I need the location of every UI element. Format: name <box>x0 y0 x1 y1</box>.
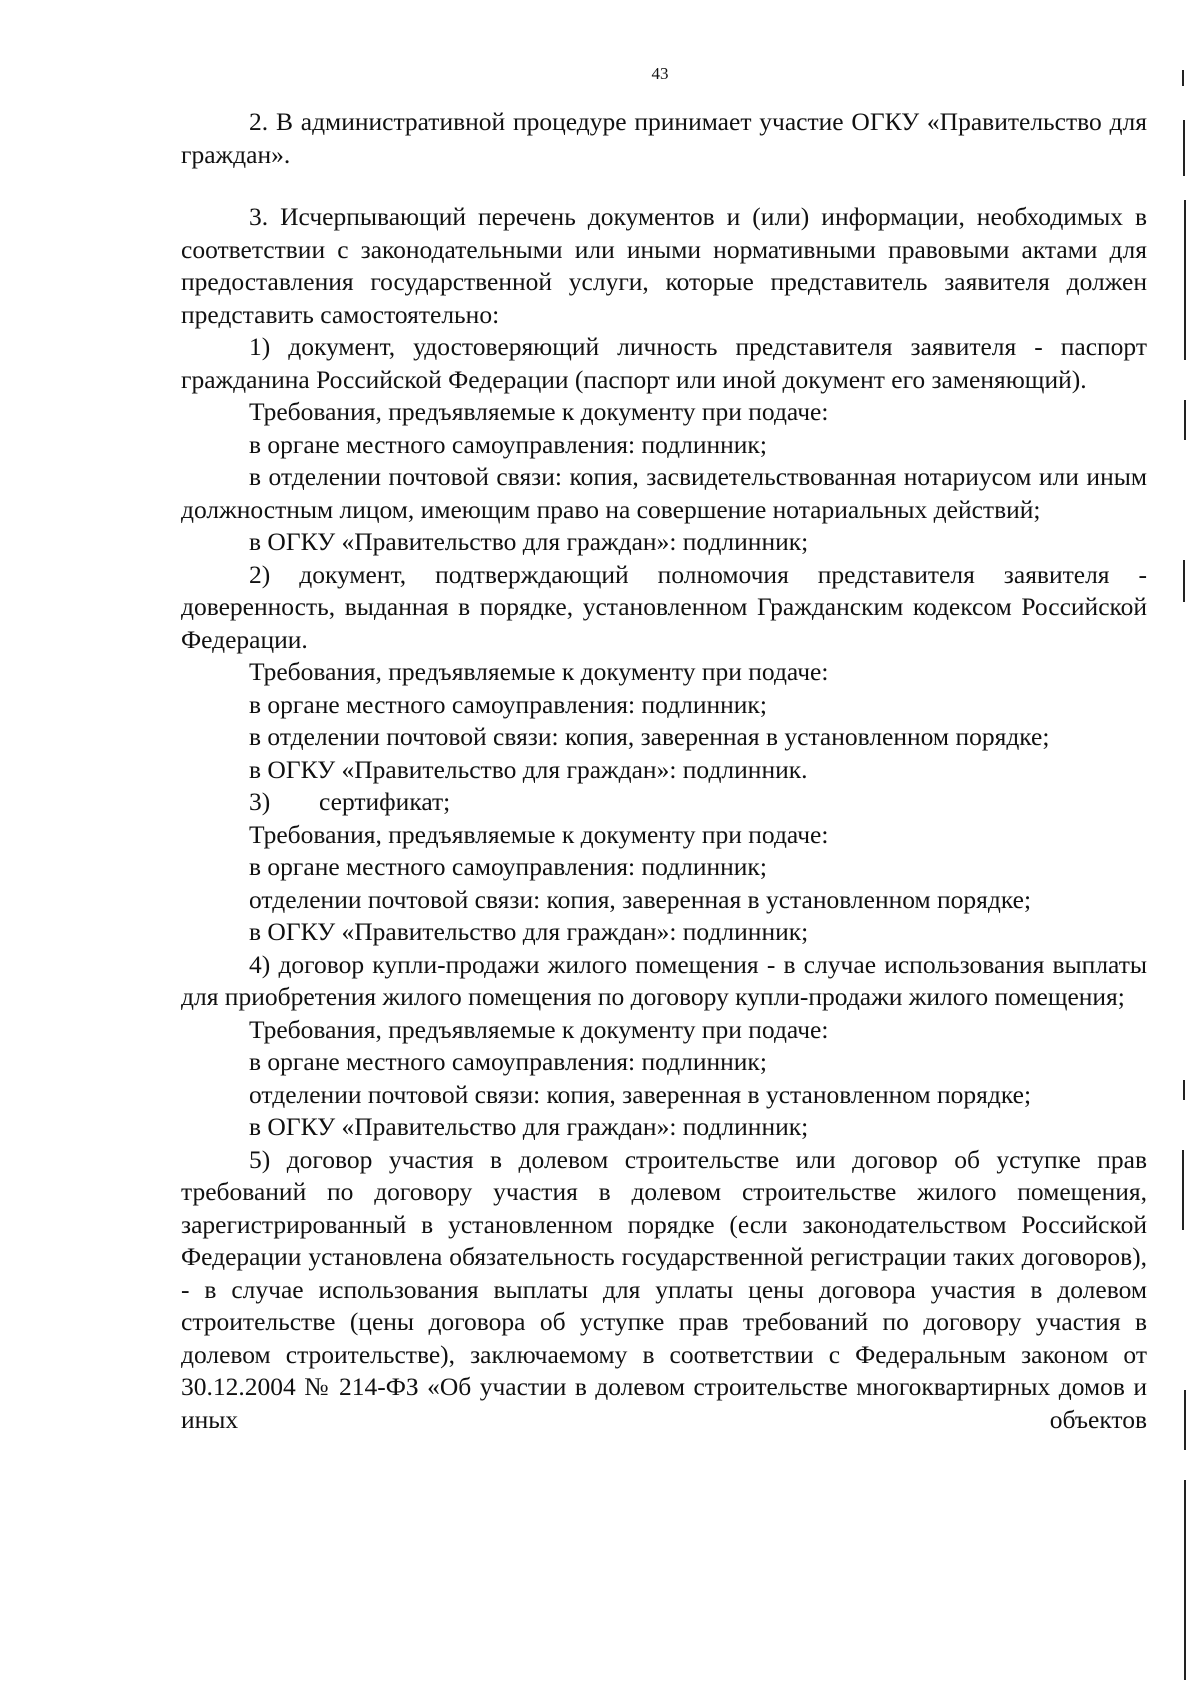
scan-edge-mark <box>1183 120 1185 176</box>
list-item-3 <box>181 786 1147 819</box>
list-item-3-text: сертификат; <box>319 787 451 816</box>
requirements-heading-2: Требования, предъявляемые к документу при подаче: <box>249 657 829 686</box>
list-item-2: 2) документ, подтверждающий полномочия представителя заявителя - доверенность, выданная в порядке, установленном Гражданским кодексом Российской Федерации. <box>181 559 1147 654</box>
scan-edge-mark <box>1183 1080 1185 1100</box>
requirement-post-4: отделении почтовой связи: копия, заверенная в установленном порядке; <box>249 1079 1032 1109</box>
requirement-local-1: в органе местного самоуправления: подлинник; <box>249 429 767 459</box>
scan-edge-mark <box>1182 70 1184 86</box>
list-item-1: 1) документ, удостоверяющий личность представителя заявителя - паспорт гражданина Российской Федерации (паспорт или иной документ его заменяющий). <box>181 332 1147 394</box>
scan-edge-mark <box>1183 560 1185 602</box>
list-item-4: 4) договор купли-продажи жилого помещения - в случае использования выплаты для приобретения жилого помещения по договору купли-продажи жилого помещения; <box>181 949 1147 1011</box>
document-body <box>181 106 1147 1436</box>
requirement-ogku-1: в ОГКУ «Правительство для граждан»: подлинник; <box>249 527 809 556</box>
requirement-post-2: в отделении почтовой связи: копия, заверенная в установленном порядке; <box>249 722 1050 751</box>
requirement-ogku-3: в ОГКУ «Правительство для граждан»: подлинник; <box>249 917 809 946</box>
requirement-local-4: в органе местного самоуправления: подлинник; <box>249 1047 767 1076</box>
list-item-3-number: 3) <box>249 787 271 816</box>
list-item-5: 5) договор участия в долевом строительстве или договор об уступке прав требований по договору участия в долевом строительстве жилого помещения, зарегистрированный в установленном порядке (если законодательством Российской Федерации установлена обязательность государственной регистрации таких договоров), - в случае использования выплаты для уплаты цены договора участия в долевом строительстве (цены договора об уступке прав требований по договору участия в долевом строительстве), заключаемому в соответствии с Федеральным законом от 30.12.2004 № 214-ФЗ «Об участии в долевом строительстве многоквартирных домов и иных объектов <box>181 1144 1147 1434</box>
scan-edge-mark <box>1184 200 1186 360</box>
requirements-heading-3: Требования, предъявляемые к документу при подаче: <box>249 819 829 849</box>
requirements-heading-1: Требования, предъявляемые к документу при подаче: <box>249 397 829 426</box>
requirement-local-3: в органе местного самоуправления: подлинник; <box>249 852 767 881</box>
paragraph-gap <box>181 171 1147 201</box>
requirement-post-1: в отделении почтовой связи: копия, засвидетельствованная нотариусом или иным должностным лицом, имеющим право на совершение нотариальных действий; <box>181 462 1147 524</box>
requirement-ogku-4: в ОГКУ «Правительство для граждан»: подлинник; <box>249 1112 809 1141</box>
requirement-post-3: отделении почтовой связи: копия, заверенная в установленном порядке; <box>249 884 1032 914</box>
scan-edge-mark <box>1184 400 1186 440</box>
page-number: 43 <box>651 64 669 83</box>
scan-edge-mark <box>1182 1150 1184 1230</box>
paragraph-2: 2. В административной процедуре принимает участие ОГКУ «Правительство для граждан». <box>181 107 1147 169</box>
scan-edge-mark <box>1184 1390 1186 1450</box>
requirements-heading-4: Требования, предъявляемые к документу при подаче: <box>249 1014 829 1044</box>
requirement-local-2: в органе местного самоуправления: подлинник; <box>249 689 767 719</box>
paragraph-3: 3. Исчерпывающий перечень документов и (или) информации, необходимых в соответствии с законодательными или иными нормативными правовыми актами для предоставления государственной услуги, которые представитель заявителя должен представить самостоятельно: <box>181 202 1147 329</box>
scan-edge-mark <box>1184 1480 1186 1680</box>
requirement-ogku-2: в ОГКУ «Правительство для граждан»: подлинник. <box>249 754 808 784</box>
